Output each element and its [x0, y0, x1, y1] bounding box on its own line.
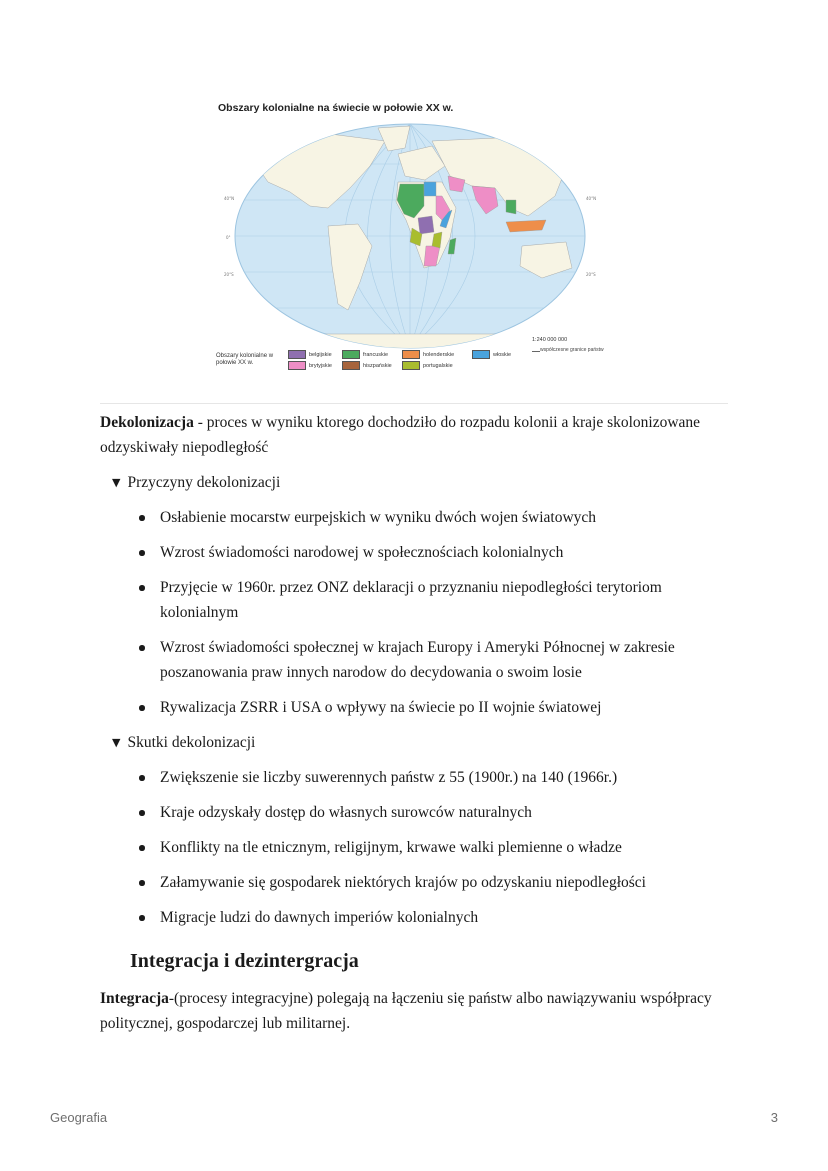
footer-subject: Geografia	[50, 1110, 108, 1125]
legend-item-belgian	[288, 350, 332, 359]
list-item: Wzrost świadomości społecznej w krajach Europy i Ameryki Północnej w zakresie poszanowania praw innych narodow do decydowania o swoim losie	[136, 635, 740, 685]
legend-item-french	[342, 350, 388, 359]
integration-term: Integracja	[100, 990, 169, 1007]
main-content	[100, 410, 740, 1036]
causes-toggle	[100, 470, 740, 720]
definition-text: - proces w wyniku ktorego dochodziło do rozpadu kolonii a kraje skolonizowane odzyskiwały niepodległość	[100, 414, 701, 456]
legend-label: włoskie	[493, 351, 512, 358]
list-item: Przyjęcie w 1960r. przez ONZ deklaracji o przyznaniu niepodległości terytoriom kolonialnym	[136, 575, 740, 625]
colonial-map-figure	[210, 96, 620, 378]
map-legend	[288, 350, 538, 374]
world-map-image	[210, 96, 620, 378]
legend-swatch	[288, 361, 306, 370]
page-number: 3	[770, 1110, 778, 1125]
causes-toggle-header[interactable]	[112, 470, 740, 495]
map-border-label: współczesne granice państw	[540, 347, 604, 353]
list-item: Migracje ludzi do dawnych imperiów kolonialnych	[136, 905, 740, 930]
section-divider	[100, 403, 728, 404]
list-item: Wzrost świadomości narodowej w społecznościach kolonialnych	[136, 540, 740, 565]
svg-text:20°S: 20°S	[586, 272, 596, 277]
list-item: Rywalizacja ZSRR i USA o wpływy na świecie po II wojnie światowej	[136, 695, 740, 720]
legend-item-british	[288, 361, 332, 370]
integration-definition	[100, 986, 740, 1036]
map-scale: 1:240 000 000	[532, 337, 568, 343]
decolonization-definition	[100, 410, 740, 460]
legend-label: brytyjskie	[309, 362, 332, 369]
legend-swatch	[472, 350, 490, 359]
list-item: Kraje odzyskały dostęp do własnych surowców naturalnych	[136, 800, 740, 825]
list-item: Załamywanie się gospodarek niektórych krajów po odzyskaniu niepodległości	[136, 870, 740, 895]
causes-heading: Przyczyny dekolonizacji	[127, 474, 281, 491]
legend-item-dutch	[402, 350, 454, 359]
svg-text:40°N: 40°N	[224, 196, 235, 201]
legend-item-italian	[472, 350, 511, 359]
legend-swatch	[402, 361, 420, 370]
legend-swatch	[342, 350, 360, 359]
effects-heading: Skutki dekolonizacji	[127, 734, 256, 751]
effects-toggle-header[interactable]	[112, 730, 740, 755]
legend-label: holenderskie	[423, 351, 455, 358]
legend-swatch	[342, 361, 360, 370]
svg-text:20°S: 20°S	[224, 272, 234, 277]
svg-text:0°: 0°	[226, 235, 231, 240]
integration-heading: Integracja i dezintergracja	[130, 950, 359, 972]
legend-caption: Obszary kolonialne w połowie XX w.	[216, 353, 274, 366]
integration-text: -(procesy integracyjne) polegają na łączeniu się państw albo nawiązywaniu współpracy politycznej, gospodarczej lub militarnej.	[100, 990, 712, 1032]
list-item: Konflikty na tle etnicznym, religijnym, krwawe walki plemienne o władze	[136, 835, 740, 860]
legend-swatch	[288, 350, 306, 359]
legend-swatch	[402, 350, 420, 359]
causes-list	[100, 505, 740, 720]
legend-label: hiszpańskie	[363, 362, 392, 369]
list-item: Zwiększenie sie liczby suwerennych państw z 55 (1900r.) na 140 (1966r.)	[136, 765, 740, 790]
legend-item-spanish	[342, 361, 392, 370]
list-item: Osłabienie mocarstw eurpejskich w wyniku dwóch wojen światowych	[136, 505, 740, 530]
effects-list	[100, 765, 740, 930]
definition-term: Dekolonizacja	[100, 414, 194, 431]
legend-label: portugalskie	[423, 362, 453, 369]
effects-toggle	[100, 730, 740, 930]
triangle-down-icon[interactable]: ▼	[112, 476, 121, 489]
legend-label: belgijskie	[309, 351, 332, 358]
legend-label: francuskie	[363, 351, 389, 358]
svg-text:40°N: 40°N	[586, 196, 597, 201]
triangle-down-icon[interactable]: ▼	[112, 736, 121, 749]
legend-item-portuguese	[402, 361, 453, 370]
map-title: Obszary kolonialne na świecie w połowie XX w.	[218, 102, 454, 114]
